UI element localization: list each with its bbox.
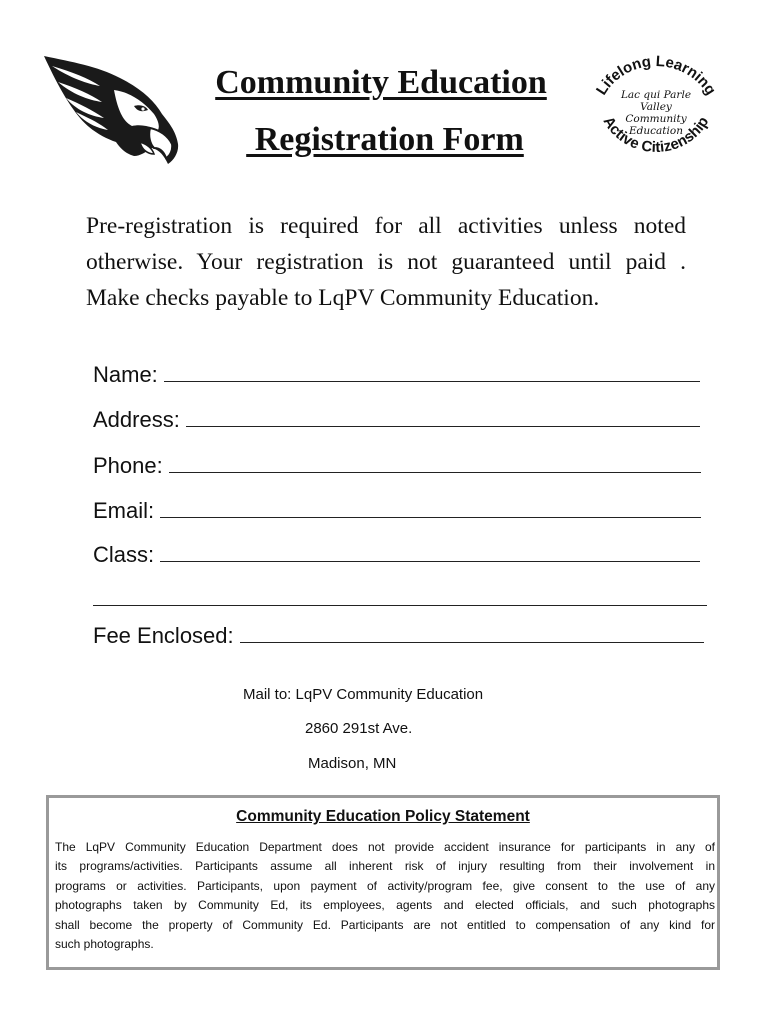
intro-line: Pre-registration is required for all activities unless noted	[86, 213, 686, 239]
mail-city-line: Madison, MN	[308, 755, 397, 772]
name-label: Name:	[93, 362, 158, 387]
mail-to-line: Mail to: LqPV Community Education	[243, 686, 484, 703]
email-label: Email:	[93, 498, 155, 523]
policy-statement-box	[46, 795, 720, 970]
policy-title: Community Education Policy Statement	[236, 808, 530, 825]
intro-line: Make checks payable to LqPV Community Education.	[86, 285, 600, 311]
phone-label: Phone:	[93, 453, 163, 478]
policy-line: shall become the property of Community Ed. Participants are not entitled to compensation of any kind for	[55, 917, 715, 932]
lqpv-seal-icon	[584, 50, 728, 178]
policy-line: photographs taken by Community Ed, its employees, agents and elected officials, and such photographs	[55, 898, 715, 913]
fee-blank-line[interactable]	[240, 642, 704, 643]
intro-paragraph	[86, 208, 686, 316]
seal-line-4: Education	[629, 125, 683, 137]
class-extra-field[interactable]	[93, 580, 713, 612]
phone-field[interactable]	[93, 447, 713, 479]
class-label: Class:	[93, 542, 155, 567]
fee-label: Fee Enclosed:	[93, 623, 234, 648]
seal-line-1: Lac qui Parle	[620, 89, 692, 101]
class-blank-line[interactable]	[160, 561, 700, 562]
email-field[interactable]	[93, 492, 713, 524]
policy-line: The LqPV Community Education Department does not provide accident insurance for participants in any of	[55, 840, 715, 854]
seal-line-2: Valley	[640, 101, 672, 113]
policy-line: such photographs.	[55, 937, 154, 952]
phone-blank-line[interactable]	[169, 472, 701, 473]
address-blank-line[interactable]	[186, 426, 700, 427]
seal-arc-bottom: Active Citizenship	[599, 113, 713, 156]
page-title: Community Education	[215, 64, 547, 101]
name-blank-line[interactable]	[164, 381, 700, 382]
address-label: Address:	[93, 407, 180, 432]
policy-line: its programs/activities. Participants assume all inherent risk of injury resulting from their involvement in	[55, 859, 715, 874]
class-field[interactable]	[93, 536, 713, 568]
name-field[interactable]	[93, 356, 713, 388]
class-extra-blank-line[interactable]	[93, 605, 707, 606]
page-subtitle: Registration Form	[246, 121, 524, 158]
seal-line-3: Community	[625, 113, 687, 125]
seal-arc-top: Lifelong Learning	[592, 52, 720, 99]
policy-body	[55, 838, 715, 954]
address-field[interactable]	[93, 401, 713, 433]
policy-line: programs or activities. Participants, upon payment of activity/program fee, give consent to the use of any	[55, 878, 715, 893]
intro-line: otherwise. Your registration is not guaranteed until paid .	[86, 249, 686, 275]
email-blank-line[interactable]	[160, 517, 701, 518]
mail-street-line: 2860 291st Ave.	[305, 720, 413, 737]
fee-field[interactable]	[93, 617, 713, 649]
